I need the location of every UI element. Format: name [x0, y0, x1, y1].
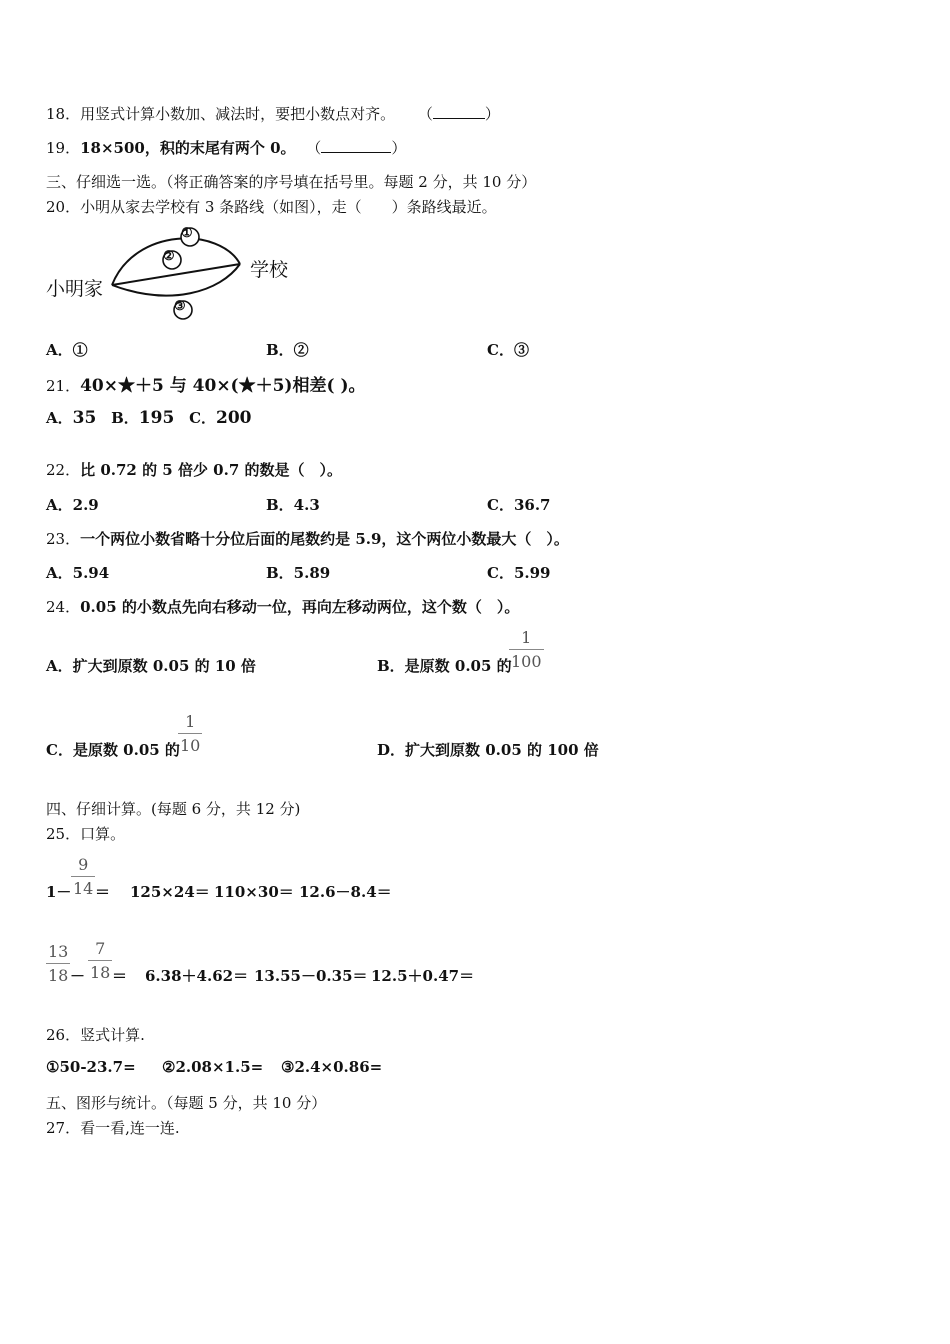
school-label: 学校	[250, 259, 289, 281]
q26-item: ①50-23.7=	[46, 1058, 136, 1076]
question-23	[46, 528, 569, 549]
fraction-numerator: 1	[521, 628, 532, 647]
question-number: 20．	[46, 198, 81, 216]
question-text: 看一看,连一连.	[80, 1119, 180, 1137]
question-text: 小明从家去学校有 3 条路线（如图），走（ ）条路线最近。	[80, 198, 497, 216]
question-number: 25．	[46, 825, 81, 843]
answer-paren-open: （	[306, 139, 322, 157]
home-label: 小明家	[46, 278, 104, 300]
fraction-denominator: 18	[48, 966, 69, 985]
q21-option-c-value[interactable]: 200	[216, 408, 252, 428]
q24-option-a[interactable]: A．扩大到原数 0.05 的 10 倍	[46, 657, 256, 675]
fraction-bar	[46, 963, 70, 964]
q26-item: ③2.4×0.86=	[281, 1058, 383, 1076]
question-number: 23．	[46, 530, 81, 548]
q25-item: 13.55－0.35＝	[254, 967, 368, 985]
q23-option-a[interactable]: A．5.94	[46, 564, 110, 582]
q23-option-c[interactable]: C．5.99	[487, 564, 551, 582]
fraction-bar	[71, 876, 95, 877]
q20-option-b[interactable]: B．②	[266, 341, 309, 359]
question-number: 24．	[46, 598, 81, 616]
q25-item: 12.6－8.4＝	[299, 883, 392, 901]
fraction-bar	[178, 733, 202, 734]
q24-option-c[interactable]: C．是原数 0.05 的	[46, 741, 180, 759]
answer-paren-close: ）	[484, 105, 500, 123]
fraction-numerator: 9	[78, 855, 89, 874]
question-27	[46, 1117, 180, 1138]
q25-row2-fraction-1	[46, 942, 70, 985]
question-text: 比 0.72 的 5 倍少 0.7 的数是（ ）。	[80, 461, 342, 479]
question-number: 21．	[46, 377, 81, 395]
question-25	[46, 823, 125, 844]
answer-paren-open: （	[417, 105, 433, 123]
question-text: 竖式计算.	[80, 1026, 145, 1044]
q26-item: ②2.08×1.5=	[162, 1058, 264, 1076]
question-text: 口算。	[80, 825, 126, 843]
question-number: 19．	[46, 139, 81, 157]
question-21	[46, 371, 365, 396]
route-3-label: ③	[174, 299, 186, 314]
fraction-denominator: 18	[90, 963, 111, 982]
q24-option-d[interactable]: D．扩大到原数 0.05 的 100 倍	[377, 741, 599, 759]
q25-row1-fraction	[71, 855, 95, 898]
fraction-numerator: 13	[48, 942, 69, 961]
question-number: 26．	[46, 1026, 81, 1044]
answer-paren-close: ）	[391, 139, 407, 157]
q25-item: 110×30＝	[214, 883, 294, 901]
q22-option-b[interactable]: B．4.3	[266, 496, 320, 514]
answer-blank[interactable]	[433, 106, 485, 119]
q25-row2-equals: ＝	[112, 967, 128, 985]
question-text: 用竖式计算小数加、减法时，要把小数点对齐。	[80, 105, 396, 123]
question-22	[46, 459, 342, 480]
fraction-bar	[509, 649, 544, 650]
q25-row1-prefix: 1－	[46, 883, 72, 901]
q25-row2-fraction-2	[88, 939, 112, 982]
q25-row2-minus: －	[70, 967, 86, 985]
q23-option-b[interactable]: B．5.89	[266, 564, 331, 582]
q25-item: 6.38＋4.62＝	[145, 967, 249, 985]
question-24	[46, 596, 519, 617]
fraction-bar	[88, 960, 112, 961]
question-20	[46, 196, 497, 217]
section-5-heading: 五、图形与统计。（每题 5 分，共 10 分）	[46, 1094, 327, 1112]
question-18	[46, 103, 500, 124]
q20-option-a[interactable]: A．①	[46, 341, 88, 359]
question-text: 一个两位小数省略十分位后面的尾数约是 5.9，这个两位小数最大（ ）。	[80, 530, 569, 548]
q25-item: 12.5＋0.47＝	[371, 967, 475, 985]
q25-row1-equals: ＝	[95, 883, 111, 901]
q21-option-b-value[interactable]: 195	[138, 408, 175, 428]
question-number: 22．	[46, 461, 81, 479]
q21-options	[46, 407, 252, 428]
q22-option-c[interactable]: C．36.7	[487, 496, 551, 514]
q22-option-a[interactable]: A．2.9	[46, 496, 99, 514]
question-text: 18×500，积的末尾有两个 0。	[80, 139, 296, 157]
question-number: 27．	[46, 1119, 81, 1137]
question-19	[46, 137, 406, 158]
q24-option-c-fraction	[178, 712, 202, 755]
question-text: 40×★＋5 与 40×(★＋5)相差( )。	[80, 376, 366, 396]
fraction-numerator: 7	[95, 939, 106, 958]
route-2-label: ②	[163, 249, 175, 264]
fraction-denominator: 10	[180, 736, 201, 755]
q21-option-a-label[interactable]: A．	[46, 409, 73, 427]
question-26	[46, 1024, 145, 1045]
answer-blank[interactable]	[321, 140, 391, 153]
q21-option-a-value[interactable]: 35	[72, 408, 97, 428]
q21-option-b-label[interactable]: B．	[111, 409, 139, 427]
question-number: 18．	[46, 105, 81, 123]
route-1-label: ①	[181, 226, 193, 241]
q21-option-c-label[interactable]: C．	[189, 409, 217, 427]
section-4-heading: 四、仔细计算。(每题 6 分，共 12 分)	[46, 800, 301, 818]
question-text: 0.05 的小数点先向右移动一位，再向左移动两位，这个数（ ）。	[80, 598, 520, 616]
q25-item: 125×24＝	[130, 883, 210, 901]
fraction-denominator: 14	[73, 879, 94, 898]
q24-option-b[interactable]: B．是原数 0.05 的	[377, 657, 512, 675]
fraction-numerator: 1	[185, 712, 196, 731]
fraction-denominator: 100	[511, 652, 542, 671]
section-3-heading: 三、仔细选一选。（将正确答案的序号填在括号里。每题 2 分，共 10 分）	[46, 173, 537, 191]
q20-option-c[interactable]: C．③	[487, 341, 529, 359]
q24-option-b-fraction	[509, 628, 544, 671]
